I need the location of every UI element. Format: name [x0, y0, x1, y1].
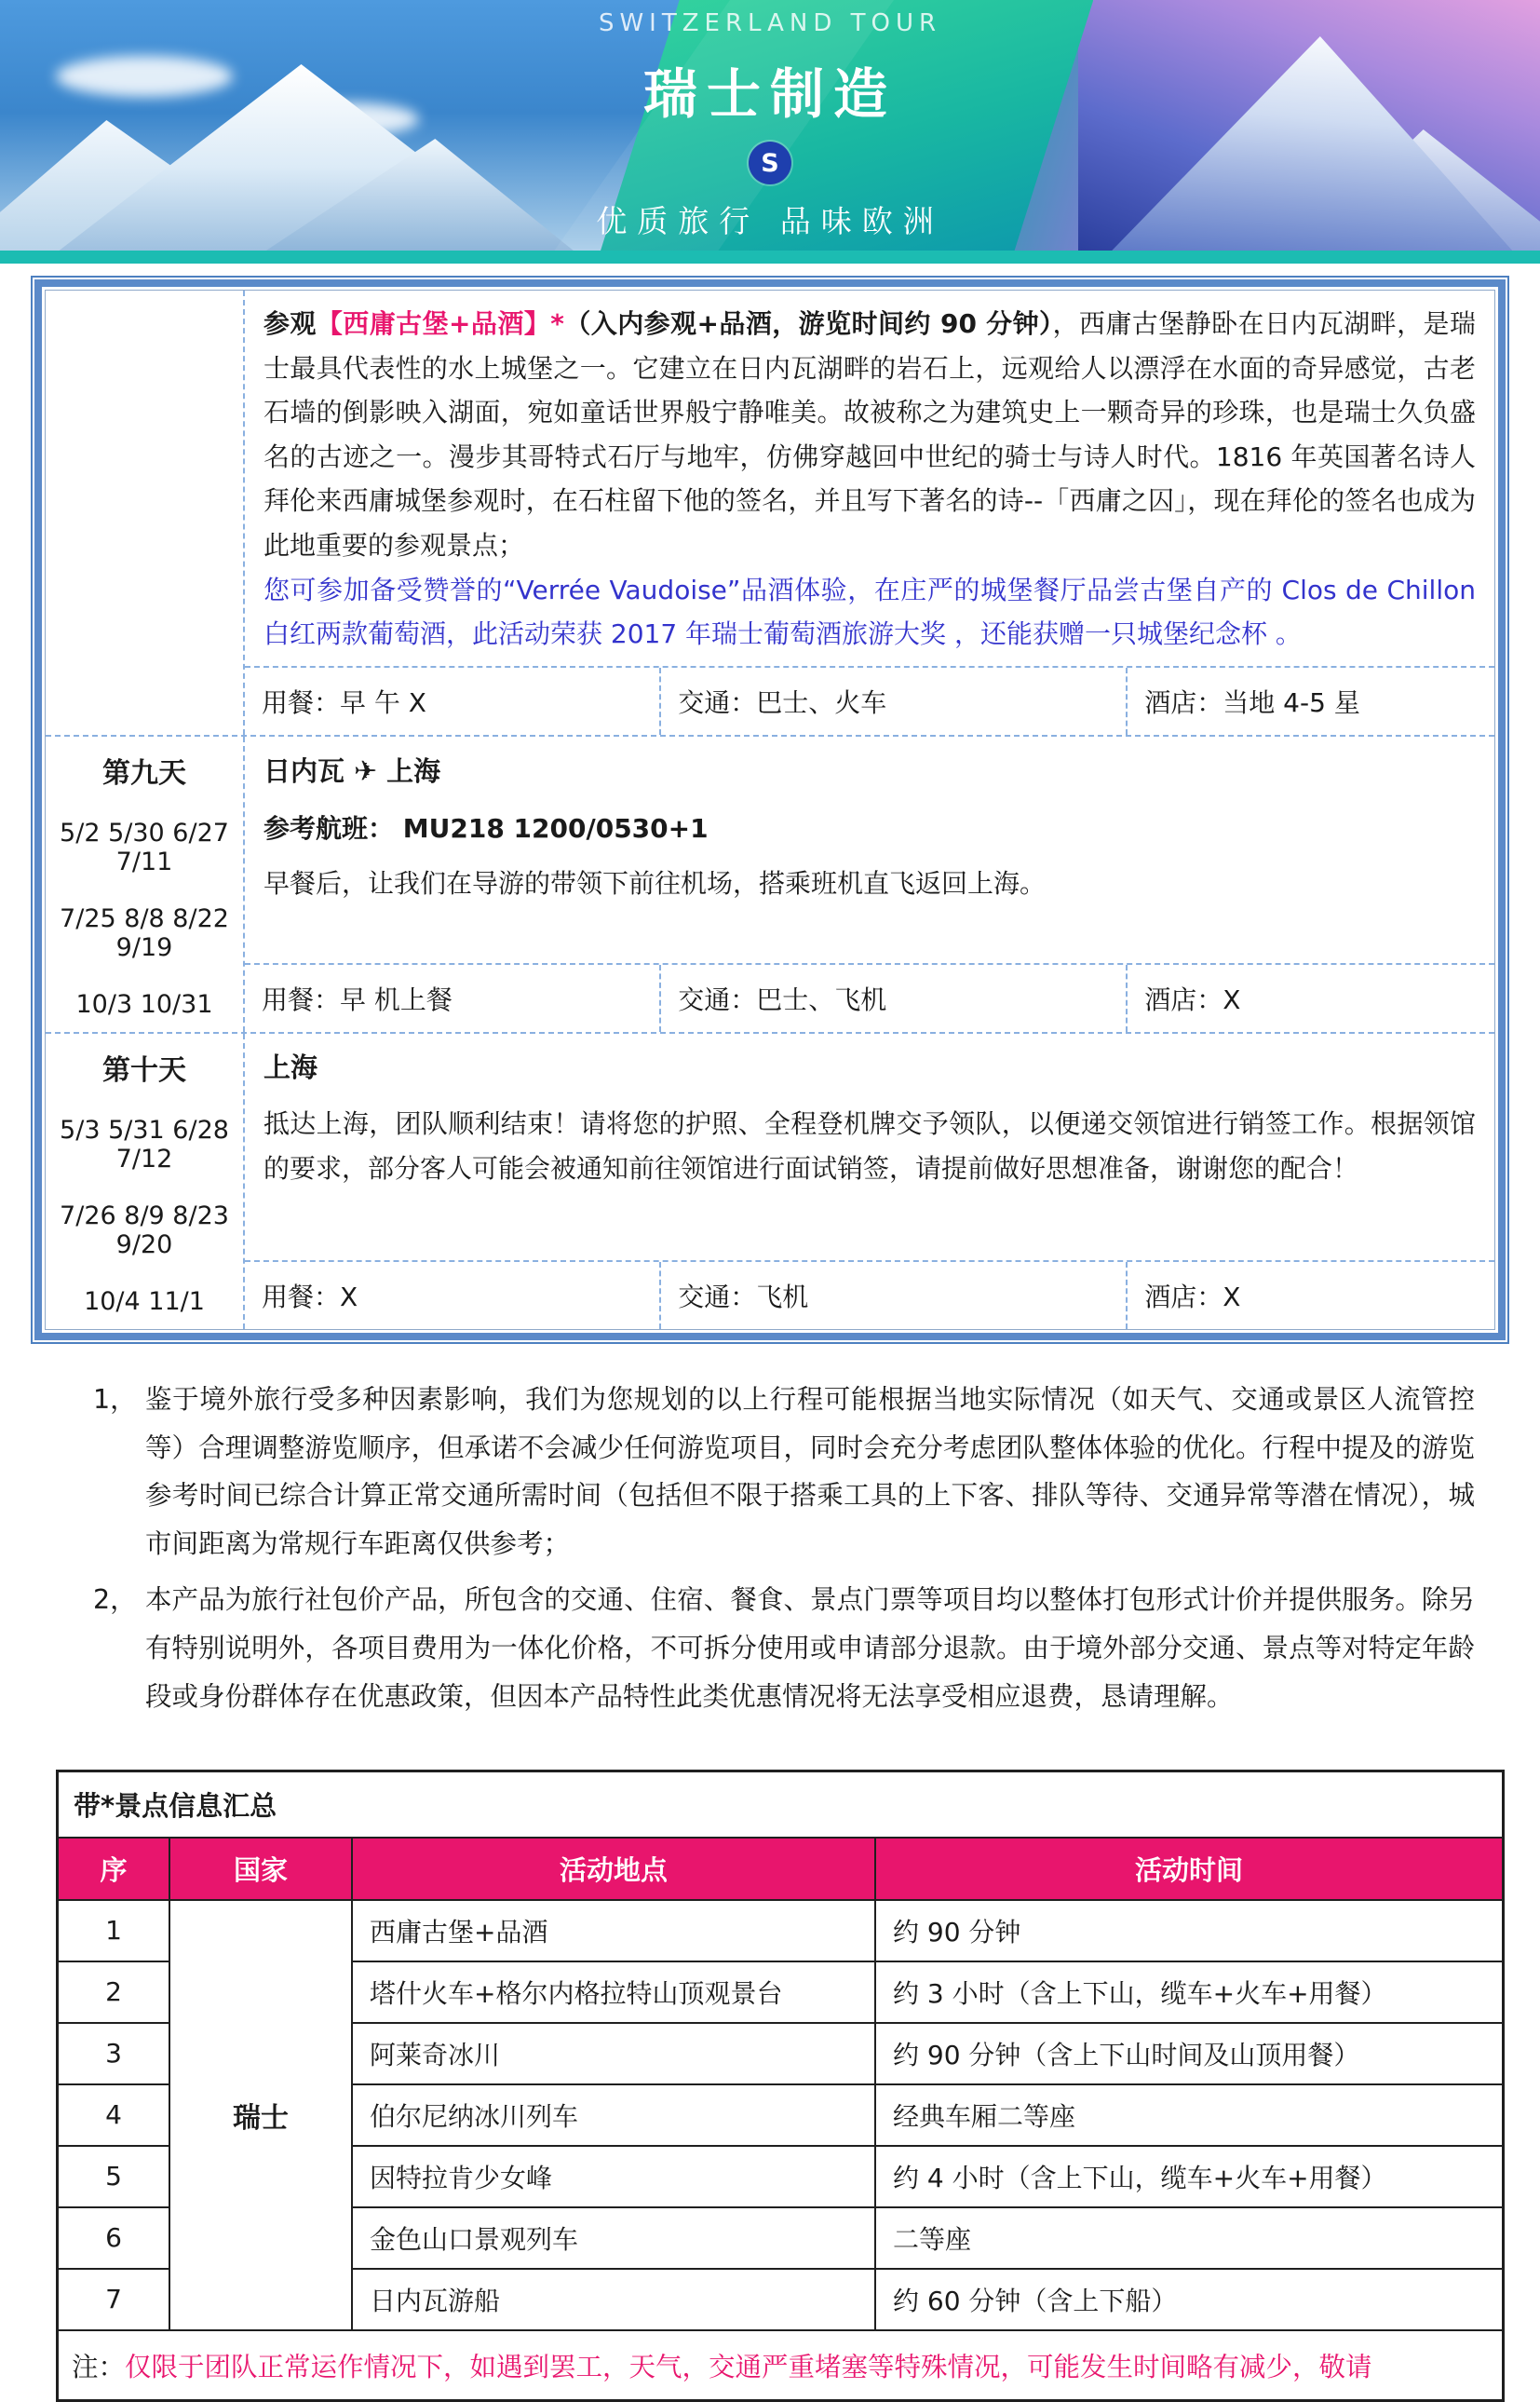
footnote-prefix: 注： — [72, 2351, 126, 2382]
day10-dates-line1: 5/3 5/31 6/28 7/12 — [60, 1115, 229, 1174]
row-time: 约 3 小时（含上下山，缆车+火车+用餐） — [875, 1961, 1504, 2023]
note-number: 1， — [93, 1383, 137, 1415]
day10-dates-line2: 7/26 8/9 8/23 9/20 — [60, 1201, 229, 1259]
row-time: 约 90 分钟（含上下山时间及山顶用餐） — [875, 2023, 1504, 2084]
transport-info: 交通：巴士、火车 — [659, 668, 1126, 735]
route-from: 日内瓦 — [263, 754, 345, 787]
footnote-text: 仅限于团队正常运作情况下，如遇到罢工，天气，交通严重堵塞等特殊情况，可能发生时间略有减少，敬请 — [125, 2351, 1372, 2382]
col-header-place: 活动地点 — [352, 1838, 875, 1900]
row-place: 金色山口景观列车 — [352, 2207, 875, 2269]
airplane-icon: ✈ — [354, 754, 378, 788]
row-place: 塔什火车+格尔内格拉特山顶观景台 — [352, 1961, 875, 2023]
logo-letter: S — [761, 148, 779, 178]
note-number: 2， — [93, 1584, 137, 1616]
day10-cell — [46, 1034, 245, 1329]
day10-dates-line3: 10/4 11/1 — [84, 1286, 205, 1316]
hotel-info: 酒店：X — [1126, 1262, 1494, 1329]
itinerary-table — [31, 276, 1509, 1344]
row-time: 约 90 分钟 — [875, 1900, 1504, 1961]
meal-row — [245, 666, 1494, 735]
chillon-highlight: 【西庸古堡+品酒】* — [316, 308, 564, 339]
col-header-time: 活动时间 — [875, 1838, 1504, 1900]
chillon-body: ，西庸古堡静卧在日内瓦湖畔，是瑞士最具代表性的水上城堡之一。它建立在日内瓦湖畔的岩石上，远观给人以漂浮在水面的奇异感觉，古老石墙的倒影映入湖面，宛如童话世界般宁静唯美。故被称之为建筑史上一颗奇异的珍珠，也是瑞士久负盛名的古迹之一。漫步其哥特式石厅与地牢，仿佛穿越回中世纪的骑士与诗人时代。1816 年英国著名诗人拜伦来西庸城堡参观时，在石柱留下他的签名，并且写下著名的诗--「西庸之囚」，现在拜伦的签名也成为此地重要的参观景点； — [263, 308, 1476, 561]
route-to: 上海 — [386, 754, 441, 787]
row-no: 2 — [58, 1961, 170, 2023]
brand-logo — [749, 142, 791, 184]
visit-prefix: 参观 — [263, 308, 317, 339]
meal-info: 用餐：X — [262, 1281, 358, 1312]
day9-dates-line2: 7/25 8/8 8/22 9/19 — [60, 903, 229, 962]
itinerary-section-day10 — [46, 1032, 1494, 1329]
day9-dates-line3: 10/3 10/31 — [75, 989, 213, 1019]
day10-body: 抵达上海，团队顺利结束！请将您的护照、全程登机牌交予领队，以便递交领馆进行销签工作。根据领馆的要求，部分客人可能会被通知前往领馆进行面试销签，请提前做好思想准备，谢谢您的配合！ — [263, 1108, 1476, 1184]
transport-info: 交通：飞机 — [659, 1262, 1126, 1329]
day-cell-empty — [46, 291, 245, 735]
itinerary-section-day9 — [46, 735, 1494, 1032]
teal-strip — [0, 251, 1540, 264]
chillon-description — [245, 291, 1494, 666]
wine-tasting-note: 您可参加备受赞誉的“Verrée Vaudoise”品酒体验，在庄严的城堡餐厅品尝古堡自产的 Clos de Chillon 白红两款葡萄酒，此活动荣获 2017 年瑞士葡萄酒旅游大奖 ，还能获赠一只城堡纪念杯 。 — [263, 574, 1476, 650]
note-item-1 — [93, 1376, 1475, 1568]
day9-label: 第九天 — [102, 756, 186, 790]
country-cell: 瑞士 — [169, 1900, 352, 2330]
meal-row — [245, 963, 1494, 1032]
row-time: 约 60 分钟（含上下船） — [875, 2269, 1504, 2330]
flight-label: 参考航班： — [263, 812, 395, 844]
day9-flight-line — [263, 807, 1476, 851]
itinerary-section-chillon — [46, 291, 1494, 735]
row-time: 约 4 小时（含上下山，缆车+火车+用餐） — [875, 2146, 1504, 2207]
tagline: 优质旅行 品味欧洲 — [596, 203, 944, 239]
meal-info: 用餐：早 午 X — [262, 686, 426, 718]
row-place: 西庸古堡+品酒 — [352, 1900, 875, 1961]
summary-title-row — [58, 1771, 1504, 1838]
note-item-2 — [93, 1576, 1475, 1721]
note-text: 本产品为旅行社包价产品，所包含的交通、住宿、餐食、景点门票等项目均以整体打包形式计价并提供服务。除另有特别说明外，各项目费用为一体化价格，不可拆分使用或申请部分退款。由于境外部分交通、景点等对特定年龄段或身份群体存在优惠政策，但因本产品特性此类优惠情况将无法享受相应退费，恳请理解。 — [145, 1584, 1475, 1712]
day9-dates-line1: 5/2 5/30 6/27 7/11 — [60, 818, 229, 876]
hotel-info: 酒店：X — [1126, 965, 1494, 1032]
row-place: 日内瓦游船 — [352, 2269, 875, 2330]
day9-cell — [46, 737, 245, 1032]
row-no: 7 — [58, 2269, 170, 2330]
row-place: 伯尔尼纳冰川列车 — [352, 2084, 875, 2146]
summary-footnote-row — [58, 2330, 1504, 2401]
row-no: 6 — [58, 2207, 170, 2269]
chillon-bold-paren: （入内参观+品酒，游览时间约 90 分钟） — [563, 308, 1053, 339]
day10-title: 上海 — [263, 1051, 318, 1083]
row-no: 4 — [58, 2084, 170, 2146]
transport-info: 交通：巴士、飞机 — [659, 965, 1126, 1032]
starred-attractions-table — [56, 1770, 1505, 2402]
row-time: 经典车厢二等座 — [875, 2084, 1504, 2146]
hotel-info: 酒店：当地 4-5 星 — [1126, 668, 1494, 735]
tour-subtitle: SWITZERLAND TOUR — [598, 9, 942, 37]
col-header-country: 国家 — [169, 1838, 352, 1900]
header-title-block — [0, 0, 1540, 251]
row-place: 阿莱奇冰川 — [352, 2023, 875, 2084]
page-title: 瑞士制造 — [642, 62, 897, 126]
row-place: 因特拉肯少女峰 — [352, 2146, 875, 2207]
note-text: 鉴于境外旅行受多种因素影响，我们为您规划的以上行程可能根据当地实际情况（如天气、交通或景区人流管控等）合理调整游览顺序，但承诺不会减少任何游览项目，同时会充分考虑团队整体体验的优化。行程中提及的游览参考时间已综合计算正常交通所需时间（包括但不限于搭乘工具的上下客、排队等待、交通异常等潜在情况），城市间距离为常规行车距离仅供参考； — [145, 1383, 1475, 1560]
meal-info: 用餐：早 机上餐 — [262, 984, 453, 1015]
day10-label: 第十天 — [102, 1053, 186, 1087]
row-time: 二等座 — [875, 2207, 1504, 2269]
row-no: 1 — [58, 1900, 170, 1961]
summary-title: 带*景点信息汇总 — [58, 1771, 1504, 1838]
table-row — [58, 1900, 1504, 1961]
day9-body: 早餐后，让我们在导游的带领下前往机场，搭乘班机直飞返回上海。 — [263, 868, 1047, 900]
col-header-no: 序 — [58, 1838, 170, 1900]
row-no: 5 — [58, 2146, 170, 2207]
notes-section — [93, 1376, 1475, 1721]
flight-number: MU218 1200/0530+1 — [402, 812, 709, 844]
row-no: 3 — [58, 2023, 170, 2084]
meal-row — [245, 1260, 1494, 1329]
day9-route-title — [263, 748, 1476, 795]
summary-header-row — [58, 1838, 1504, 1900]
header-banner — [0, 0, 1540, 264]
